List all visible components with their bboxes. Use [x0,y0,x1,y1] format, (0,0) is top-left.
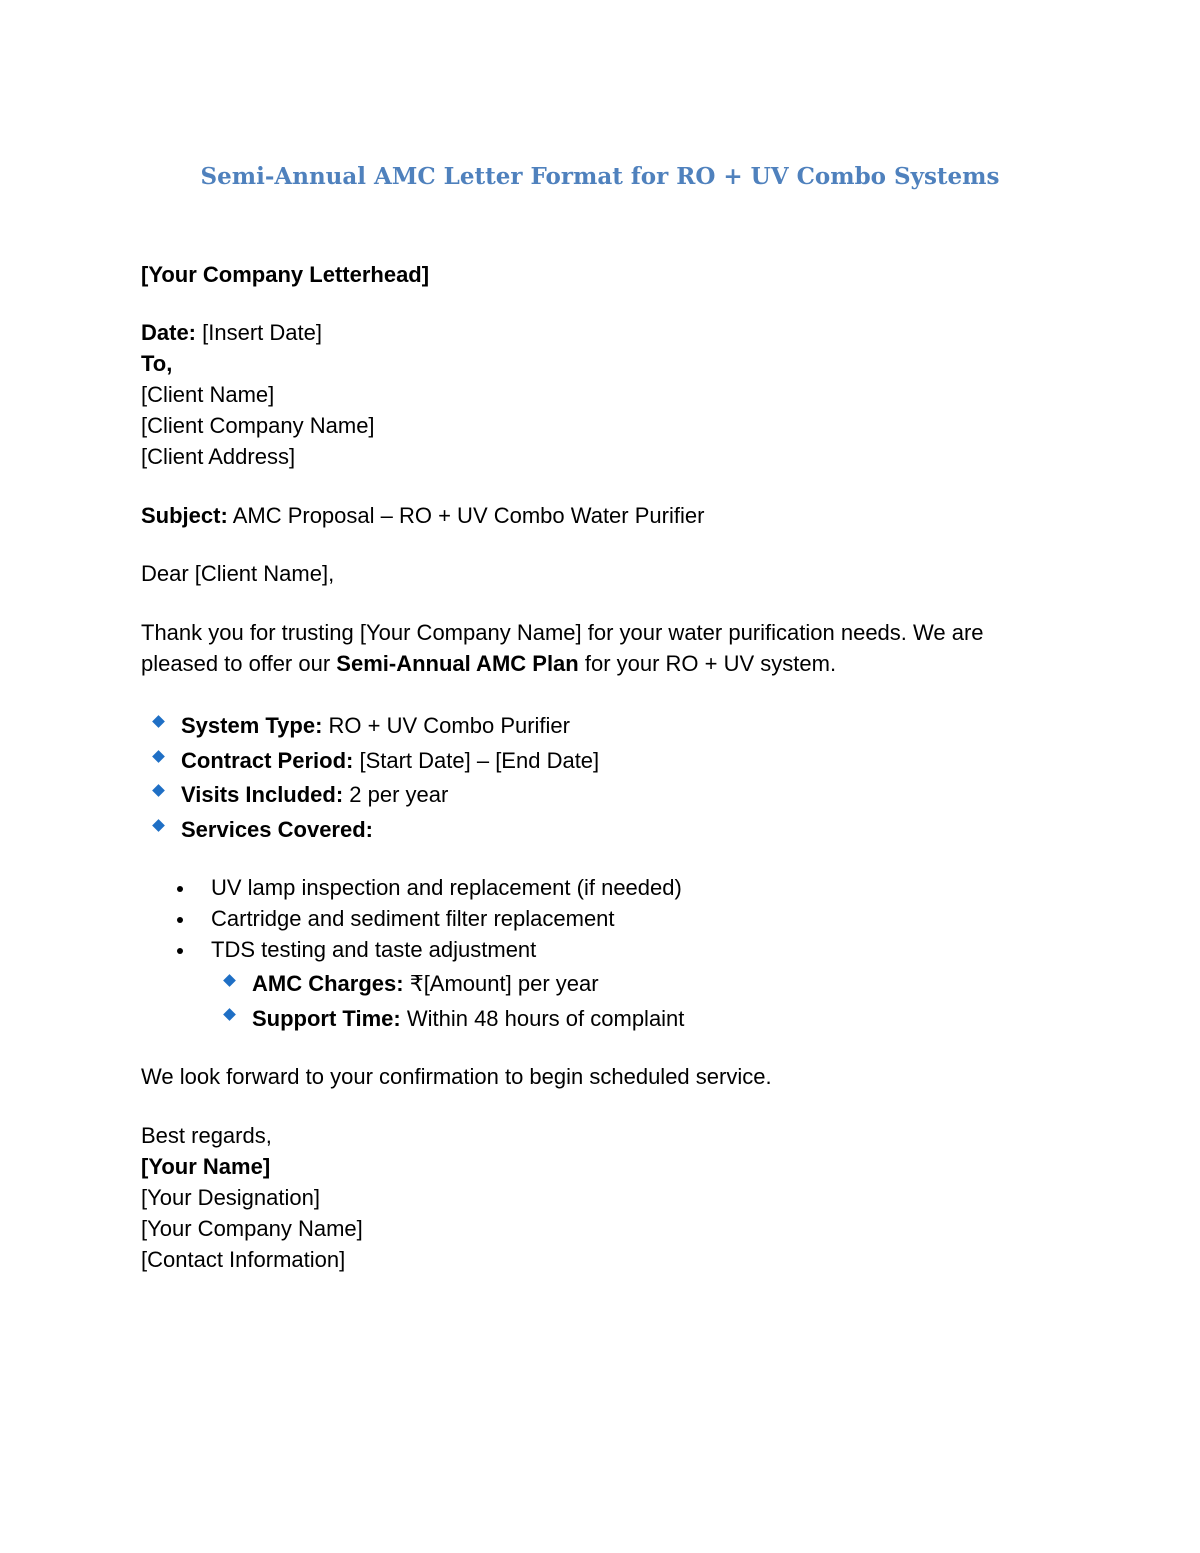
signature-contact: [Contact Information] [141,1247,346,1272]
detail-label: AMC Charges: [252,971,404,996]
date-value: [Insert Date] [196,320,322,345]
service-item: Cartridge and sediment filter replacement [211,906,615,931]
bullet-dot-icon [177,917,183,923]
letterhead-placeholder: [Your Company Letterhead] [141,262,430,287]
detail-contract-period [181,746,599,776]
service-item: TDS testing and taste adjustment [211,937,537,962]
date-label: Date: [141,320,197,345]
detail-label: Services Covered: [181,817,373,842]
detail-visits-included [181,780,448,810]
date-line [141,318,322,348]
subject-label: Subject: [141,503,228,528]
diamond-bullet-icon [152,819,165,832]
detail-label: Contract Period: [181,748,354,773]
bullet-dot-icon [177,948,183,954]
recipient-address: [Client Address] [141,444,296,469]
detail-services-covered [181,815,373,845]
to-label: To, [141,351,173,376]
signature-designation: [Your Designation] [141,1185,320,1210]
detail-value: 2 per year [343,782,449,807]
sign-off: Best regards, [141,1123,272,1148]
detail-label: System Type: [181,713,323,738]
recipient-name: [Client Name] [141,382,275,407]
recipient-company: [Client Company Name] [141,413,375,438]
intro-line-2 [141,649,836,679]
detail-value: [Start Date] – [End Date] [353,748,600,773]
diamond-bullet-icon [223,974,236,987]
subject-value: AMC Proposal – RO + UV Combo Water Purifier [227,503,705,528]
detail-amc-charges [252,969,599,999]
plan-name: Semi-Annual AMC Plan [336,651,579,676]
intro-line-1: Thank you for trusting [Your Company Name] for your water purification needs. We are [141,620,984,645]
detail-value: ₹[Amount] per year [403,971,599,996]
detail-value: RO + UV Combo Purifier [322,713,570,738]
intro-line-2-post: for your RO + UV system. [578,651,837,676]
bullet-dot-icon [177,886,183,892]
detail-support-time [252,1004,684,1034]
intro-line-2-pre: pleased to offer our [141,651,337,676]
signature-company: [Your Company Name] [141,1216,363,1241]
service-item: UV lamp inspection and replacement (if needed) [211,875,682,900]
closing-text: We look forward to your confirmation to begin scheduled service. [141,1064,772,1089]
signature-name: [Your Name] [141,1154,271,1179]
detail-label: Support Time: [252,1006,401,1031]
diamond-bullet-icon [152,715,165,728]
detail-system-type [181,711,570,741]
document-title: Semi-Annual AMC Letter Format for RO + UV Combo Systems [200,163,1000,190]
detail-label: Visits Included: [181,782,344,807]
salutation: Dear [Client Name], [141,561,335,586]
diamond-bullet-icon [223,1008,236,1021]
diamond-bullet-icon [152,750,165,763]
diamond-bullet-icon [152,784,165,797]
subject-line [141,501,704,531]
detail-value: Within 48 hours of complaint [400,1006,685,1031]
